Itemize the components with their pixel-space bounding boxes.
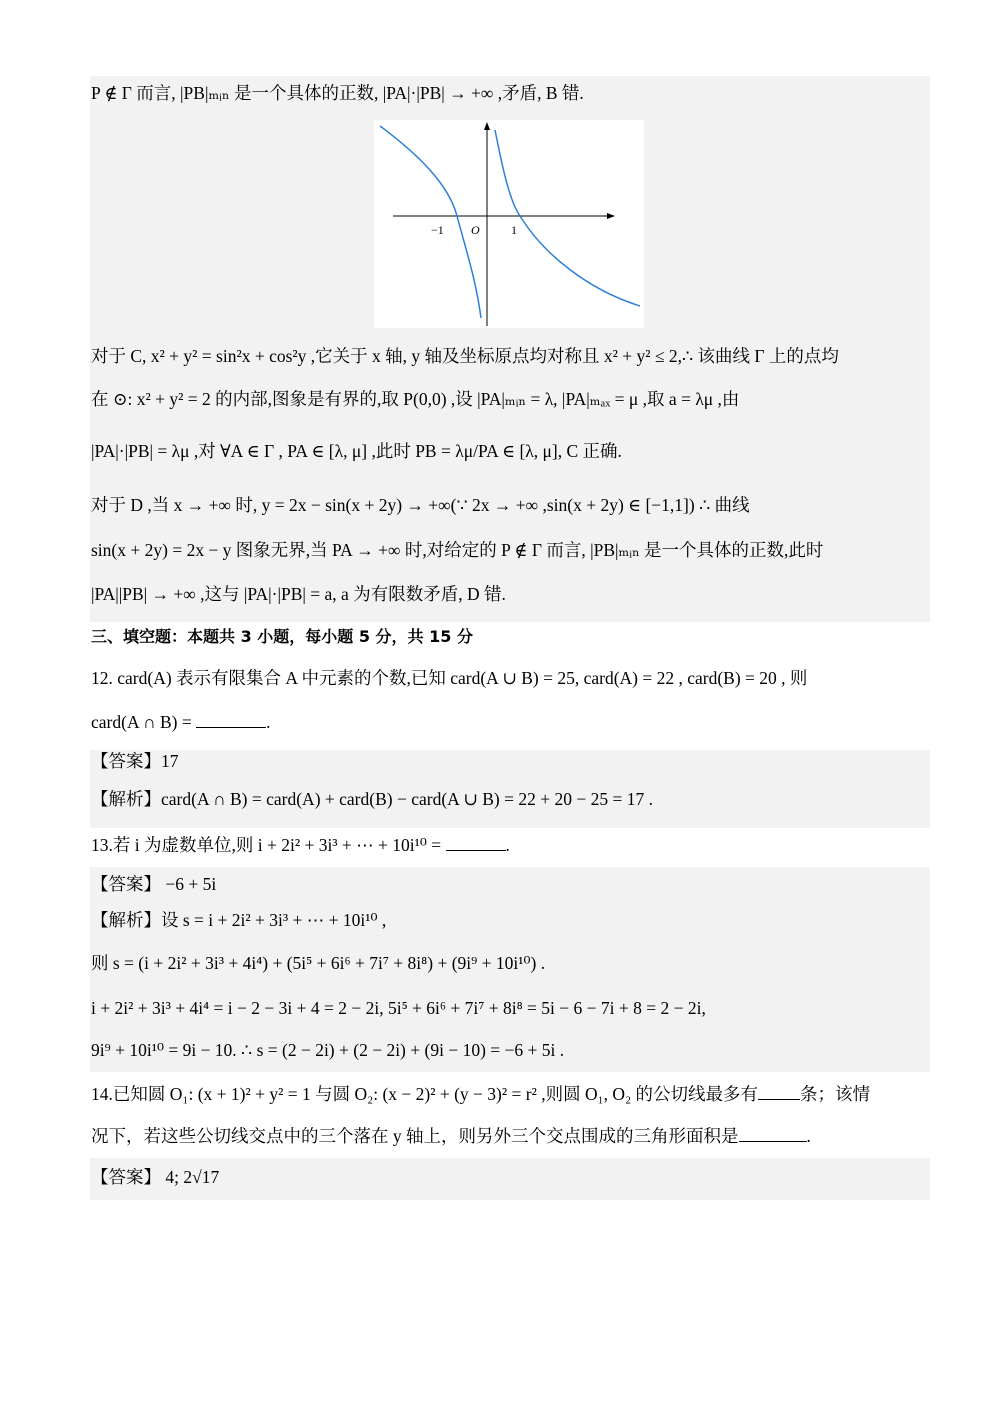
text-line: P ∉ Γ 而言, |PB|ₘᵢₙ 是一个具体的正数, |PA|·|PB| → +∞ ,矛盾, B 错. bbox=[91, 83, 584, 103]
question-14 bbox=[91, 1083, 870, 1105]
text-line: sin(x + 2y) = 2x − y 图象无界,当 PA → +∞ 时,对给定的 P ∉ Γ 而言, |PB|ₘᵢₙ 是一个具体的正数,此时 bbox=[91, 540, 824, 560]
text-line: 对于 C, x² + y² = sin²x + cos²y ,它关于 x 轴, y 轴及坐标原点均对称且 x² + y² ≤ 2,∴ 该曲线 Γ 上的点均 bbox=[91, 346, 839, 366]
question-text: 况下，若这些公切线交点中的三个落在 y 轴上，则另外三个交点围成的三角形面积是 bbox=[91, 1126, 739, 1146]
answer-blank bbox=[446, 834, 506, 851]
left-branch-curve bbox=[380, 126, 481, 318]
question-text: 14.已知圆 O₁: (x + 1)² + y² = 1 与圆 O₂: (x − 2)² + (y − 3)² = r² ,则圆 O₁, O₂ 的公切线最多有 bbox=[91, 1084, 759, 1104]
question-12-cont bbox=[91, 711, 271, 733]
solution-13: 9i⁹ + 10i¹⁰ = 9i − 10. ∴ s = (2 − 2i) + (2 − 2i) + (9i − 10) = −6 + 5i . bbox=[91, 1040, 565, 1060]
answer-12: 【答案】17 bbox=[91, 751, 179, 771]
text-line: 在 ⊙: x² + y² = 2 的内部,图象是有界的,取 P(0,0) ,设 |PA|ₘᵢₙ = λ, |PA|ₘₐₓ = μ ,取 a = λμ ,由 bbox=[91, 389, 740, 409]
period: . bbox=[266, 712, 271, 732]
answer-blank bbox=[739, 1125, 807, 1142]
question-14-cont bbox=[91, 1125, 811, 1147]
y-axis-arrow-icon bbox=[484, 122, 490, 130]
function-graph bbox=[374, 120, 644, 328]
answer-13: 【答案】 −6 + 5i bbox=[91, 874, 217, 894]
text-line: |PA|·|PB| = λμ ,对 ∀A ∈ Γ , PA ∈ [λ, μ] ,此时 PB = λμ/PA ∈ [λ, μ], C 正确. bbox=[91, 441, 622, 461]
right-branch-curve bbox=[495, 130, 640, 306]
text-line: 对于 D ,当 x → +∞ 时, y = 2x − sin(x + 2y) → +∞(∵ 2x → +∞ ,sin(x + 2y) ∈ [−1,1]) ∴ 曲线 bbox=[91, 495, 750, 515]
question-text: 条；该情 bbox=[800, 1084, 871, 1104]
answer-14: 【答案】 4; 2√17 bbox=[91, 1167, 220, 1187]
question-text: card(A ∩ B) = bbox=[91, 712, 192, 732]
section-heading: 三、填空题：本题共 3 小题，每小题 5 分，共 15 分 bbox=[91, 627, 473, 646]
x-axis-arrow-icon bbox=[607, 213, 615, 219]
solution-12: 【解析】card(A ∩ B) = card(A) + card(B) − card(A ∪ B) = 22 + 20 − 25 = 17 . bbox=[91, 789, 653, 809]
origin-label: O bbox=[471, 223, 480, 237]
solution-13: i + 2i² + 3i³ + 4i⁴ = i − 2 − 3i + 4 = 2 − 2i, 5i⁵ + 6i⁶ + 7i⁷ + 8i⁸ = 5i − 6 − 7i + 8 = 2 − 2i, bbox=[91, 998, 706, 1018]
question-text: 13.若 i 为虚数单位,则 i + 2i² + 3i³ + ⋯ + 10i¹⁰ = bbox=[91, 835, 442, 855]
question-12: 12. card(A) 表示有限集合 A 中元素的个数,已知 card(A ∪ B) = 25, card(A) = 22 , card(B) = 20 , 则 bbox=[91, 668, 808, 688]
solution-13: 则 s = (i + 2i² + 3i³ + 4i⁴) + (5i⁵ + 6i⁶ + 7i⁷ + 8i⁸) + (9i⁹ + 10i¹⁰) . bbox=[91, 953, 546, 973]
question-13 bbox=[91, 834, 510, 856]
tick-label-1: 1 bbox=[511, 223, 517, 237]
period: . bbox=[505, 835, 510, 855]
text-line: |PA||PB| → +∞ ,这与 |PA|·|PB| = a, a 为有限数矛盾, D 错. bbox=[91, 584, 506, 604]
period: . bbox=[806, 1126, 811, 1146]
tick-label-neg1: −1 bbox=[431, 223, 444, 237]
answer-blank bbox=[758, 1083, 800, 1100]
solution-13: 【解析】设 s = i + 2i² + 3i³ + ⋯ + 10i¹⁰ , bbox=[91, 910, 387, 930]
answer-blank bbox=[196, 711, 266, 728]
